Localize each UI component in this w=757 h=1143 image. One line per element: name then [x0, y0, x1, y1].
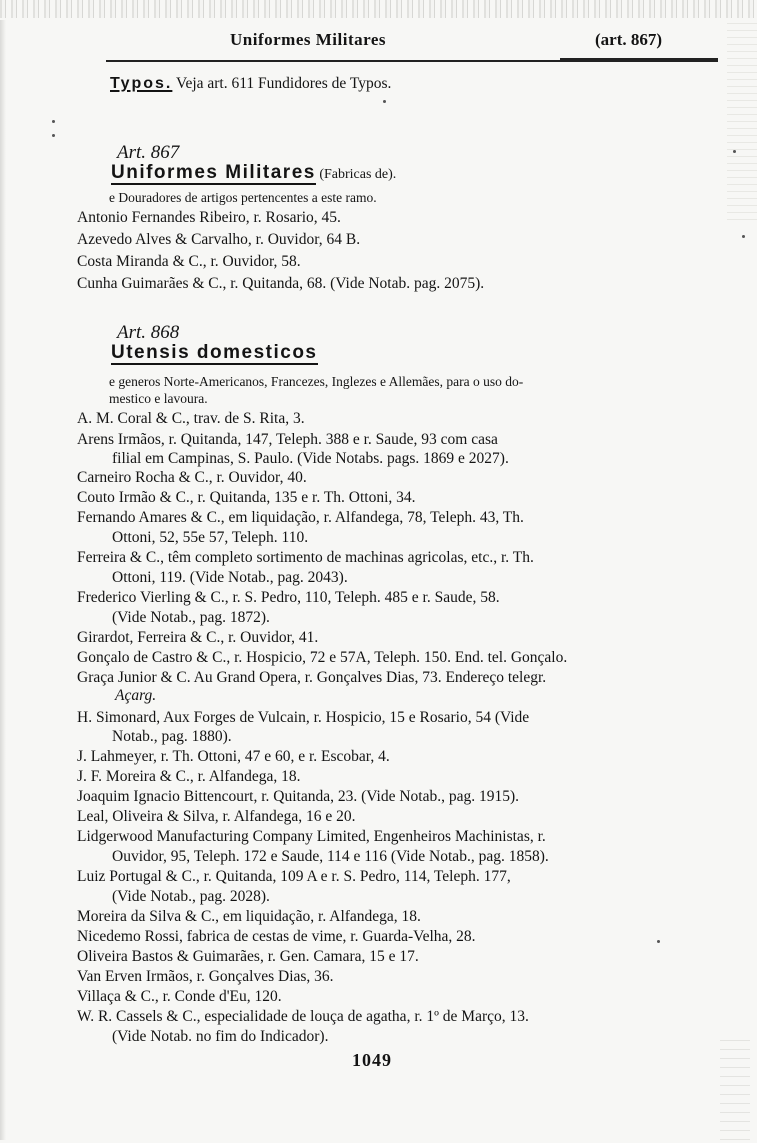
list-item: Costa Miranda & C., r. Ouvidor, 58. — [77, 253, 301, 270]
ink-speck — [733, 150, 736, 153]
typos-entry — [110, 74, 391, 94]
list-item: Carneiro Rocha & C., r. Ouvidor, 40. — [77, 469, 307, 486]
list-item: Frederico Vierling & C., r. S. Pedro, 110, Teleph. 485 e r. Saude, 58. — [77, 589, 500, 606]
list-item: Nicedemo Rossi, fabrica de cestas de vime, r. Guarda-Velha, 28. — [77, 928, 476, 945]
section-description-cont: mestico e lavoura. — [109, 391, 208, 406]
list-item: A. M. Coral & C., trav. de S. Rita, 3. — [77, 410, 305, 427]
list-item: Girardot, Ferreira & C., r. Ouvidor, 41. — [77, 629, 319, 646]
list-item: Villaça & C., r. Conde d'Eu, 120. — [77, 988, 282, 1005]
running-article: (art. 867) — [595, 30, 663, 49]
list-item: Graça Junior & C. Au Grand Opera, r. Gonçalves Dias, 73. Endereço telegr. — [77, 669, 547, 686]
list-item-continuation: Ottoni, 119. (Vide Notab., pag. 2043). — [112, 569, 348, 586]
list-item: Couto Irmão & C., r. Quitanda, 135 e r. Th. Ottoni, 34. — [77, 489, 416, 506]
page-edge-shadow — [0, 20, 6, 1140]
ink-speck — [52, 134, 55, 137]
list-item-continuation: Ouvidor, 95, Teleph. 172 e Saude, 114 e 116 (Vide Notab., pag. 1858). — [112, 848, 549, 865]
list-item: Antonio Fernandes Ribeiro, r. Rosario, 45. — [77, 209, 341, 226]
list-item-continuation: (Vide Notab., pag. 1872). — [112, 609, 270, 626]
list-item-continuation: (Vide Notab., pag. 2028). — [112, 888, 270, 905]
list-item: Cunha Guimarães & C., r. Quitanda, 68. (Vide Notab. pag. 2075). — [77, 275, 485, 292]
section-title-text: Uniformes Militares — [111, 162, 316, 183]
list-item: Arens Irmãos, r. Quitanda, 147, Teleph. 388 e r. Saude, 93 com casa — [77, 431, 498, 448]
list-item-continuation: Açarg. — [115, 687, 157, 704]
header-rule-thick — [560, 58, 718, 62]
list-item: Fernando Amares & C., em liquidação, r. Alfandega, 78, Teleph. 43, Th. — [77, 509, 524, 526]
page-edge-speckle-right — [727, 20, 757, 220]
list-item-continuation: Notab., pag. 1880). — [112, 728, 232, 745]
list-item: Luiz Portugal & C., r. Quitanda, 109 A e r. S. Pedro, 114, Teleph. 177, — [77, 868, 511, 885]
ink-speck — [657, 940, 660, 943]
section-title-utensis — [111, 342, 318, 364]
typos-text: Veja art. 611 Fundidores de Typos. — [172, 75, 392, 92]
list-item: Moreira da Silva & C., em liquidação, r. Alfandega, 18. — [77, 908, 421, 925]
section-title-text: Utensis domesticos — [111, 342, 318, 363]
section-title-uniformes — [111, 162, 396, 184]
section-description: e generos Norte-Americanos, Francezes, Inglezes e Allemães, para o uso do- — [109, 374, 524, 389]
list-item: Leal, Oliveira & Silva, r. Alfandega, 16 e 20. — [77, 808, 356, 825]
section-description: e Douradores de artigos pertencentes a este ramo. — [109, 190, 377, 205]
list-item: Joaquim Ignacio Bittencourt, r. Quitanda, 23. (Vide Notab., pag. 1915). — [77, 788, 520, 805]
list-item: Van Erven Irmãos, r. Gonçalves Dias, 36. — [77, 968, 334, 985]
ink-speck — [52, 120, 55, 123]
list-item: J. F. Moreira & C., r. Alfandega, 18. — [77, 768, 301, 785]
list-item-continuation: (Vide Notab. no fim do Indicador). — [112, 1028, 329, 1045]
page-edge-speckle — [0, 0, 757, 18]
typos-heading: Typos. — [110, 75, 173, 92]
list-item: W. R. Cassels & C., especialidade de louça de agatha, r. 1º de Março, 13. — [77, 1008, 529, 1025]
running-title: Uniformes Militares — [230, 30, 387, 49]
section-subtitle: (Fabricas de). — [315, 167, 397, 182]
list-item: Azevedo Alves & Carvalho, r. Ouvidor, 64 B. — [77, 231, 361, 248]
list-item-continuation: filial em Campinas, S. Paulo. (Vide Notabs. pags. 1869 e 2027). — [112, 450, 509, 467]
ink-speck — [742, 235, 745, 238]
list-item: Oliveira Bastos & Guimarães, r. Gen. Camara, 15 e 17. — [77, 948, 419, 965]
list-item: Gonçalo de Castro & C., r. Hospicio, 72 e 57A, Teleph. 150. End. tel. Gonçalo. — [77, 649, 568, 666]
list-item: J. Lahmeyer, r. Th. Ottoni, 47 e 60, e r. Escobar, 4. — [77, 748, 390, 765]
article-867-label: Art. 867 — [117, 142, 180, 163]
page-number: 1049 — [352, 1050, 392, 1070]
list-item: H. Simonard, Aux Forges de Vulcain, r. Hospicio, 15 e Rosario, 54 (Vide — [77, 709, 530, 726]
list-item-continuation: Ottoni, 52, 55e 57, Teleph. 110. — [112, 529, 309, 546]
article-868-label: Art. 868 — [117, 322, 180, 343]
ink-speck — [383, 100, 386, 103]
list-item: Ferreira & C., têm completo sortimento de machinas agricolas, etc., r. Th. — [77, 549, 534, 566]
page-edge-speckle-bottom — [720, 1040, 750, 1140]
list-item: Lidgerwood Manufacturing Company Limited, Engenheiros Machinistas, r. — [77, 828, 546, 845]
